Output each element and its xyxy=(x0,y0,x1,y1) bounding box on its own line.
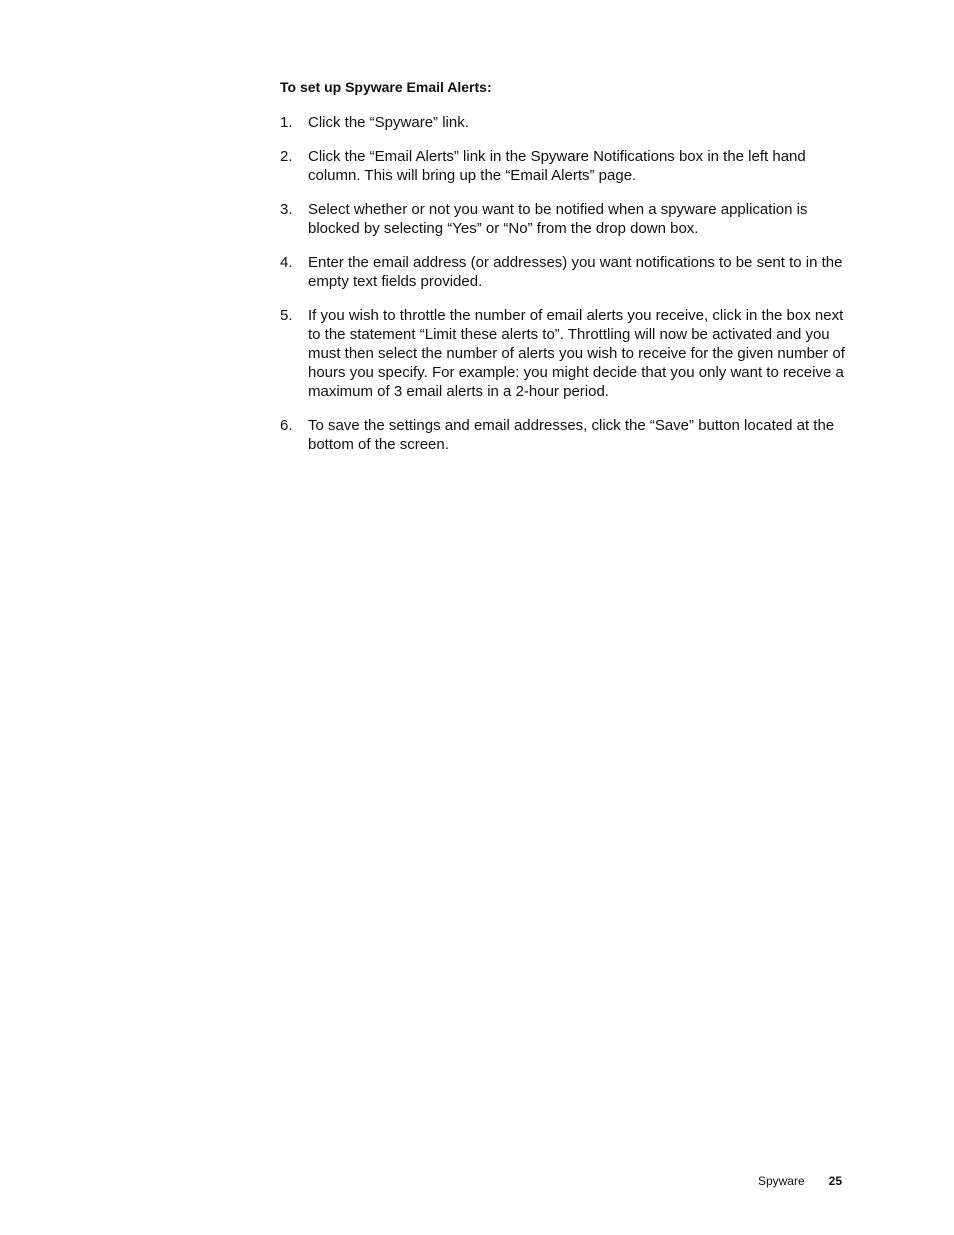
list-item xyxy=(280,113,845,132)
list-item xyxy=(280,306,845,401)
step-number: 1. xyxy=(280,114,293,131)
steps-list xyxy=(280,113,845,454)
step-text: To save the settings and email addresses, click the “Save” button located at the bottom of the screen. xyxy=(308,417,835,453)
page-number: 25 xyxy=(828,1174,842,1188)
step-number: 2. xyxy=(280,148,293,165)
step-number: 6. xyxy=(280,417,293,434)
step-text: Select whether or not you want to be notified when a spyware application is blocked by selecting “Yes” or “No” from the drop down box. xyxy=(308,201,808,237)
step-number: 5. xyxy=(280,307,293,324)
document-body xyxy=(280,78,845,469)
list-item xyxy=(280,147,845,185)
step-text: Click the “Email Alerts” link in the Spyware Notifications box in the left hand column. This will bring up the “Email Alerts” page. xyxy=(308,148,806,184)
section-heading: To set up Spyware Email Alerts: xyxy=(280,79,492,95)
step-text: If you wish to throttle the number of email alerts you receive, click in the box next to the statement “Limit these alerts to”. Throttling will now be activated and you must then select the number of alerts you wish to receive for the given number of hours you specify. For example: you might decide that you only want to receive a maximum of 3 email alerts in a 2-hour period. xyxy=(308,307,845,400)
page-footer xyxy=(758,1173,842,1189)
step-number: 4. xyxy=(280,254,293,271)
footer-section-name: Spyware xyxy=(757,1174,805,1188)
step-text: Click the “Spyware” link. xyxy=(308,114,469,131)
list-item xyxy=(280,416,845,454)
list-item xyxy=(280,253,845,291)
step-number: 3. xyxy=(280,201,293,218)
step-text: Enter the email address (or addresses) you want notifications to be sent to in the empty text fields provided. xyxy=(308,254,843,290)
list-item xyxy=(280,200,845,238)
